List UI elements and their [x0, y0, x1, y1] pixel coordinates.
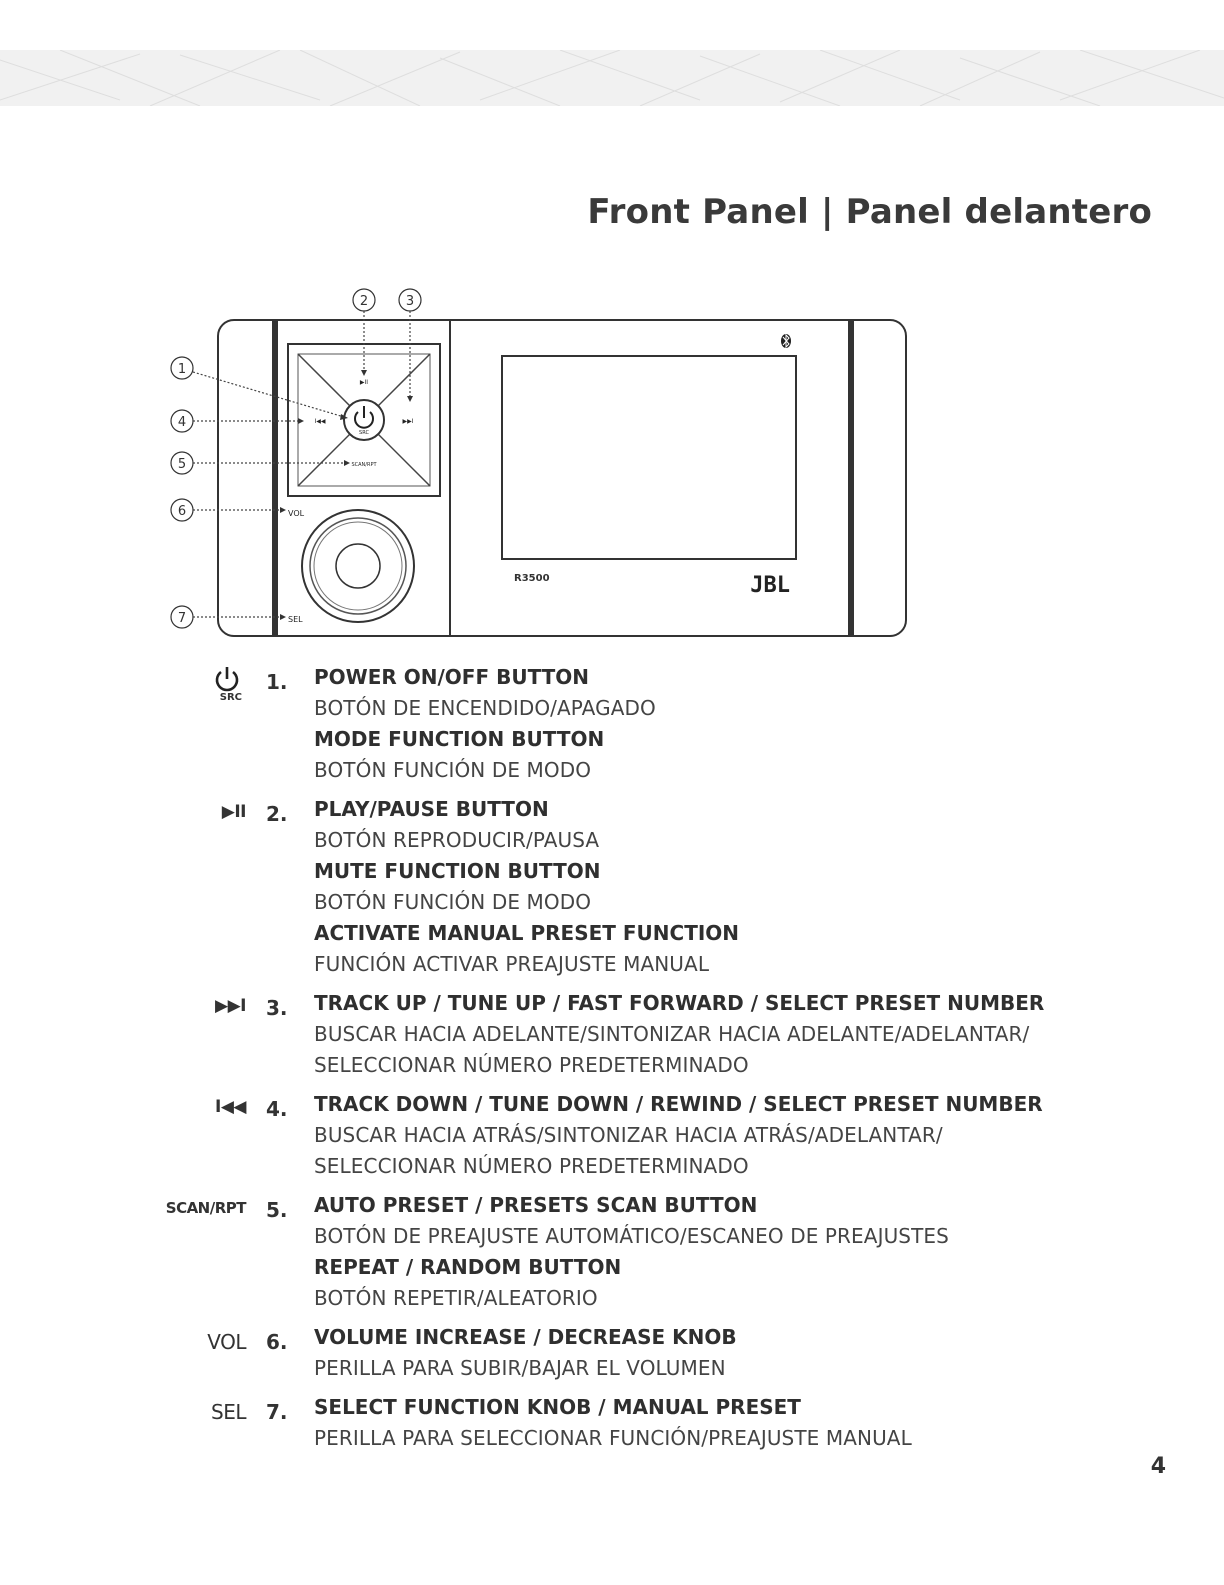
callout-4 [171, 410, 193, 432]
play-pause-label: ▶II [359, 379, 369, 386]
display-screen [502, 356, 796, 559]
feature-item [0, 1089, 1224, 1182]
feature-list [0, 662, 1224, 1462]
next-track-icon: ▶▶I [215, 996, 246, 1016]
callout-1 [171, 357, 193, 379]
callout-5 [171, 452, 193, 474]
english-label: PLAY/PAUSE BUTTON [314, 797, 549, 821]
header-pattern [0, 50, 1224, 106]
spanish-label: FUNCIÓN ACTIVAR PREAJUSTE MANUAL [314, 952, 710, 976]
feature-item [0, 662, 1224, 786]
english-label: POWER ON/OFF BUTTON [314, 665, 590, 689]
english-label: TRACK UP / TUNE UP / FAST FORWARD / SELECT PRESET NUMBER [314, 991, 1045, 1015]
previous-track-icon: I◀◀ [215, 1097, 246, 1117]
spanish-label: BOTÓN DE PREAJUSTE AUTOMÁTICO/ESCANEO DE PREAJUSTES [314, 1224, 949, 1248]
english-label: MUTE FUNCTION BUTTON [314, 859, 601, 883]
volume-knob [302, 510, 414, 622]
src-label: SRC [359, 430, 369, 436]
feature-item [0, 1322, 1224, 1384]
english-label: VOLUME INCREASE / DECREASE KNOB [314, 1325, 737, 1349]
page-title: Front Panel | Panel delantero [587, 192, 1152, 232]
scan-rpt-label: SCAN/RPT [351, 462, 377, 468]
button-pad [288, 344, 440, 496]
sel-label: SEL [288, 615, 303, 624]
sel-icon: SEL [211, 1400, 246, 1424]
english-label: TRACK DOWN / TUNE DOWN / REWIND / SELECT PRESET NUMBER [314, 1092, 1043, 1116]
svg-text:2: 2 [359, 294, 369, 309]
svg-text:5: 5 [177, 457, 187, 472]
english-label: SELECT FUNCTION KNOB / MANUAL PRESET [314, 1395, 801, 1419]
item-number: 4. [266, 1097, 288, 1121]
feature-item [0, 988, 1224, 1081]
callout-7 [171, 606, 193, 628]
spanish-label: BUSCAR HACIA ADELANTE/SINTONIZAR HACIA ADELANTE/ADELANTAR/ [314, 1022, 1030, 1046]
spanish-label: BOTÓN FUNCIÓN DE MODO [314, 890, 592, 914]
prev-label: I◀◀ [314, 418, 326, 425]
callout-6 [171, 499, 193, 521]
spanish-label: SELECCIONAR NÚMERO PREDETERMINADO [314, 1053, 749, 1077]
svg-text:1: 1 [177, 362, 187, 377]
item-number: 2. [266, 802, 288, 826]
item-number: 7. [266, 1400, 288, 1424]
svg-text:6: 6 [177, 504, 187, 519]
page-number: 4 [1150, 1454, 1166, 1479]
front-panel-diagram [160, 280, 920, 650]
callout-3 [399, 289, 421, 311]
power-src-icon: SRC [150, 664, 246, 703]
callout-2 [353, 289, 375, 311]
spanish-label: SELECCIONAR NÚMERO PREDETERMINADO [314, 1154, 749, 1178]
english-label: AUTO PRESET / PRESETS SCAN BUTTON [314, 1193, 758, 1217]
svg-text:3: 3 [405, 294, 415, 309]
english-label: REPEAT / RANDOM BUTTON [314, 1255, 622, 1279]
spanish-label: BUSCAR HACIA ATRÁS/SINTONIZAR HACIA ATRÁS/ADELANTAR/ [314, 1123, 943, 1147]
spanish-label: BOTÓN REPRODUCIR/PAUSA [314, 828, 600, 852]
play-pause-icon: ▶II [221, 802, 246, 822]
item-number: 1. [266, 670, 288, 694]
svg-text:7: 7 [177, 611, 187, 626]
svg-text:4: 4 [177, 415, 187, 430]
item-number: 5. [266, 1198, 288, 1222]
decorative-header-band [0, 50, 1224, 106]
vol-icon: VOL [207, 1330, 246, 1354]
bluetooth-icon [781, 334, 791, 348]
vol-label: VOL [288, 509, 305, 518]
spanish-label: BOTÓN FUNCIÓN DE MODO [314, 758, 592, 782]
model-label: R3500 [514, 573, 550, 584]
spanish-label: BOTÓN REPETIR/ALEATORIO [314, 1286, 598, 1310]
next-label: ▶▶I [402, 418, 414, 425]
brand-logo: JBL [750, 573, 790, 598]
feature-item [0, 1392, 1224, 1454]
spanish-label: BOTÓN DE ENCENDIDO/APAGADO [314, 696, 656, 720]
spanish-label: PERILLA PARA SELECCIONAR FUNCIÓN/PREAJUSTE MANUAL [314, 1426, 912, 1450]
spanish-label: PERILLA PARA SUBIR/BAJAR EL VOLUMEN [314, 1356, 726, 1380]
english-label: MODE FUNCTION BUTTON [314, 727, 605, 751]
scan-rpt-icon: SCAN/RPT [165, 1199, 246, 1217]
feature-item [0, 794, 1224, 980]
item-number: 6. [266, 1330, 288, 1354]
item-number: 3. [266, 996, 288, 1020]
feature-item [0, 1190, 1224, 1314]
english-label: ACTIVATE MANUAL PRESET FUNCTION [314, 921, 740, 945]
